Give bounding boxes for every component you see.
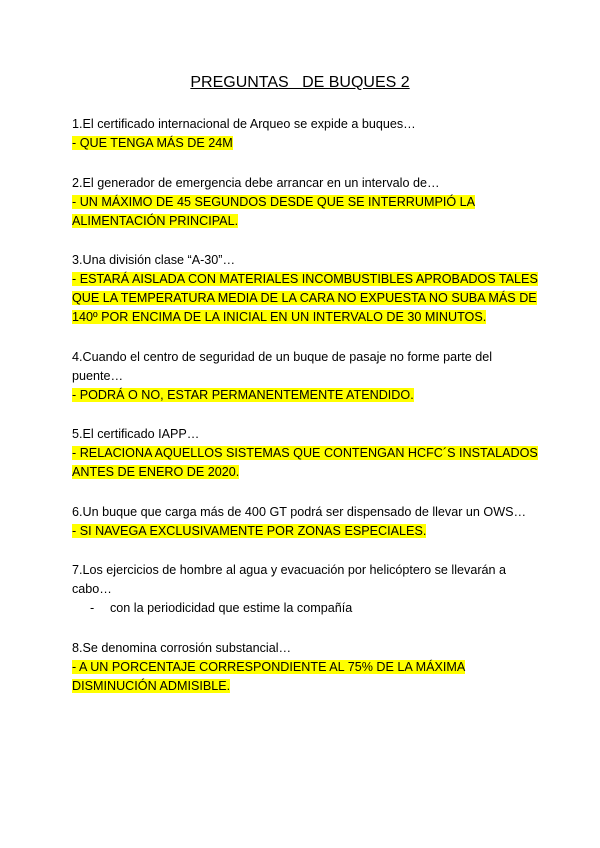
question-text: 5.El certificado IAPP… [72,427,200,441]
answer-text [72,193,542,231]
highlighted-answer: - PODRÁ O NO, ESTAR PERMANENTEMENTE ATENDIDO. [72,387,414,402]
question-item-3 [72,251,542,327]
highlighted-answer: - RELACIONA AQUELLOS SISTEMAS QUE CONTENGAN HCFC´S INSTALADOS ANTES DE ENERO DE 2020. [72,446,538,479]
question-text: 2.El generador de emergencia debe arrancar en un intervalo de… [72,175,440,190]
question-item-8 [72,639,542,696]
question-text: 4.Cuando el centro de seguridad de un buque de pasaje no forme parte del puente… [72,349,493,383]
question-item-2 [72,174,542,231]
answer-text [72,134,542,153]
question-item-5 [72,425,542,482]
answer-text [72,522,542,541]
answer-text [72,444,542,482]
question-text: 6.Un buque que carga más de 400 GT podrá ser dispensado de llevar un OWS… [72,504,527,519]
bullet-dash: - [90,601,95,615]
highlighted-answer: - UN MÁXIMO DE 45 SEGUNDOS DESDE QUE SE INTERRUMPIÓ LA ALIMENTACIÓN PRINCIPAL. [72,194,476,228]
bullet-answer [72,599,542,618]
question-list [72,115,542,716]
answer-text [72,386,542,405]
highlighted-answer: - ESTARÁ AISLADA CON MATERIALES INCOMBUSTIBLES APROBADOS TALES QUE LA TEMPERATURA MEDIA DE LA CARA NO EXPUESTA NO SUBA MÁS DE 140º POR ENCIMA DE LA INICIAL EN UN INTERVALO DE 30 MINUTOS. [72,272,538,324]
question-text: 1.El certificado internacional de Arqueo se expide a buques… [72,117,416,131]
answer-text [72,658,542,696]
question-text: 7.Los ejercicios de hombre al agua y evacuación por helicóptero se llevarán a cabo… [72,563,507,596]
question-item-6 [72,503,542,541]
highlighted-answer: - QUE TENGA MÁS DE 24M [72,136,233,150]
question-item-7 [72,561,542,618]
question-item-4 [72,348,542,405]
question-item-1 [72,115,542,153]
highlighted-answer: - A UN PORCENTAJE CORRESPONDIENTE AL 75% DE LA MÁXIMA DISMINUCIÓN ADMISIBLE. [72,659,466,693]
document-title: PREGUNTAS DE BUQUES 2 [190,74,410,91]
question-text: 8.Se denomina corrosión substancial… [72,640,292,655]
answer-text [72,270,542,327]
question-text: 3.Una división clase “A-30”… [72,253,236,267]
highlighted-answer: - SI NAVEGA EXCLUSIVAMENTE POR ZONAS ESPECIALES. [72,523,427,538]
bullet-answer-text: con la periodicidad que estime la compañía [110,601,353,615]
